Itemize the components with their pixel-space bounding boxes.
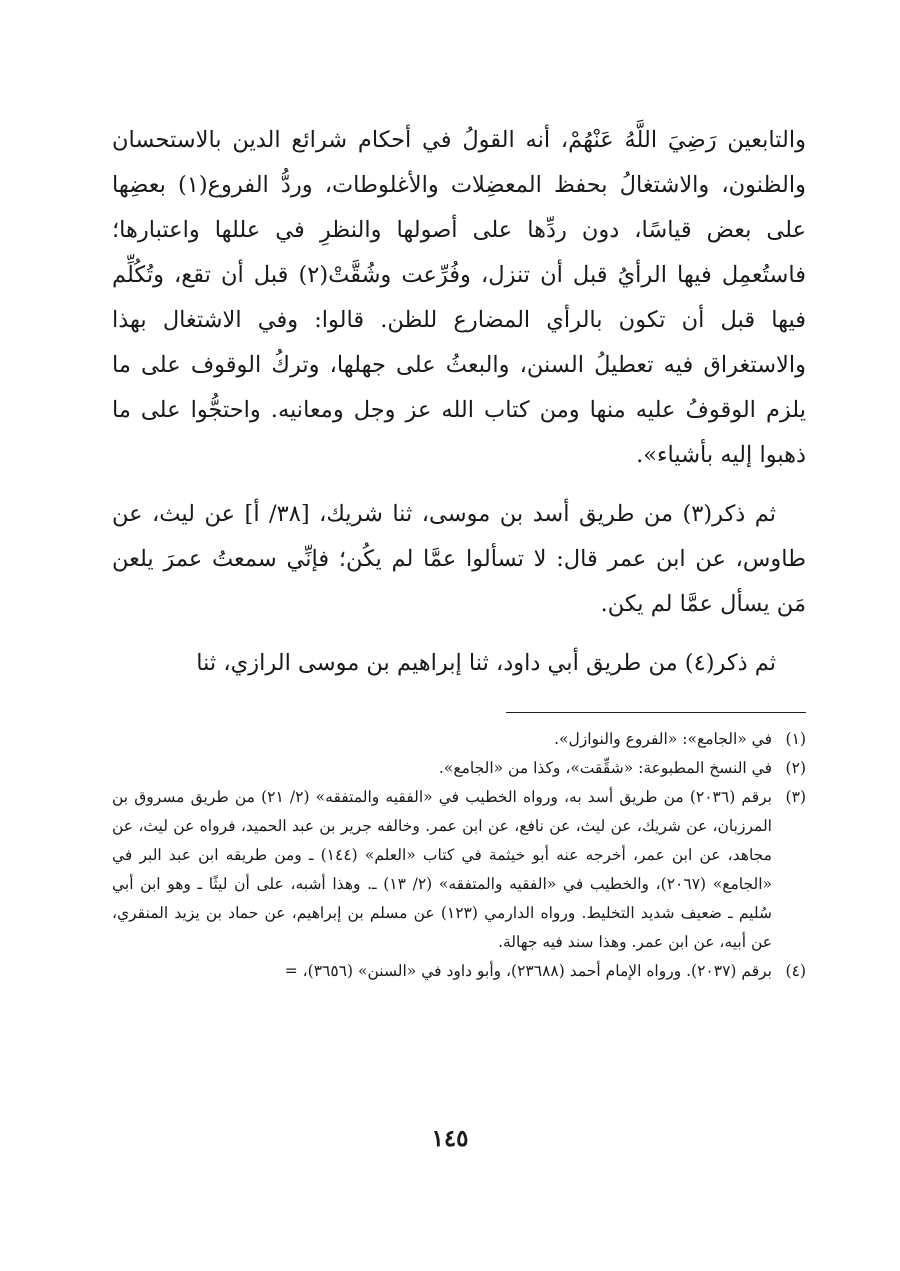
footnote-2 [112,754,806,783]
footnote-4 [112,957,806,986]
paragraph-2: ثم ذكر(٣) من طريق أسد بن موسى، ثنا شريك، [٣٨/ أ] عن ليث، عن طاوس، عن ابن عمر قال: لا تسألوا عمَّا لم يكُن؛ فإنِّي سمعتُ عمرَ يلعن مَن يسأل عمَّا لم يكن. [112,501,806,617]
footnote-number: (١) [785,730,806,748]
footnote-text: في «الجامع»: «الفروع والنوازل». [554,730,772,748]
footnote-text: في النسخ المطبوعة: «شقِّقت»، وكذا من «الجامع». [438,759,772,777]
footnote-number: (٣) [785,788,806,806]
footnote-divider [506,712,806,713]
paragraph-3: ثم ذكر(٤) من طريق أبي داود، ثنا إبراهيم بن موسى الرازي، ثنا [196,650,776,676]
footnote-text: برقم (٢٠٣٦) من طريق أسد به، ورواه الخطيب في «الفقيه والمتفقه» (٢/ ٢١) من طريق مسروق بن المرزبان، عن شريك، عن ليث، عن نافع، عن ابن عمر. وخالفه جرير بن عبد الحميد، فرواه عن ليث، عن مجاهد، عن ابن عمر، أخرجه عنه أبو خيثمة في كتاب «العلم» (١٤٤) ـ ومن طريقه ابن عبد البر في «الجامع» (٢٠٦٧)، والخطيب في «الفقيه والمتفقه» (٢/ ١٣) ـ. وهذا أشبه، على أن ليثًا ـ وهو ابن أبي سُليم ـ ضعيف شديد التخليط. ورواه الدارمي (١٢٣) عن مسلم بن إبراهيم، عن حماد بن يزيد المنقري، عن أبيه، عن ابن عمر. وهذا سند فيه جهالة. [112,788,772,951]
paragraph-1: والتابعين رَضِيَ اللَّهُ عَنْهُمْ، أنه القولُ في أحكام شرائع الدين بالاستحسان والظنون، والاشتغالُ بحفظ المعضِلات والأغلوطات، وردُّ الفروع(١) بعضِها على بعض قياسًا، دون ردِّها على أصولها والنظرِ في عللها واعتبارها؛ فاستُعمِل فيها الرأيُ قبل أن تنزل، وفُرِّعت وشُقَّتْ(٢) قبل أن تقع، وتُكُلِّم فيها قبل أن تكون بالرأي المضارع للظن. قالوا: وفي الاشتغال بهذا والاستغراق فيه تعطيلُ السنن، والبعثُ على جهلها، وتركُ الوقوف على ما يلزم الوقوفُ عليه منها ومن كتاب الله عز وجل ومعانيه. واحتجُّوا على ما ذهبوا إليه بأشياء». [112,127,806,468]
main-text [112,118,806,686]
footnote-3 [112,783,806,957]
footnote-text: برقم (٢٠٣٧). ورواه الإمام أحمد (٢٣٦٨٨)، وأبو داود في «السنن» (٣٦٥٦)، = [284,962,772,980]
page-body [112,118,806,986]
footnote-number: (٤) [785,962,806,980]
footnotes [112,725,806,986]
footnote-number: (٢) [785,759,806,777]
page-number: ١٤٥ [431,1125,469,1152]
footnote-1 [112,725,806,754]
